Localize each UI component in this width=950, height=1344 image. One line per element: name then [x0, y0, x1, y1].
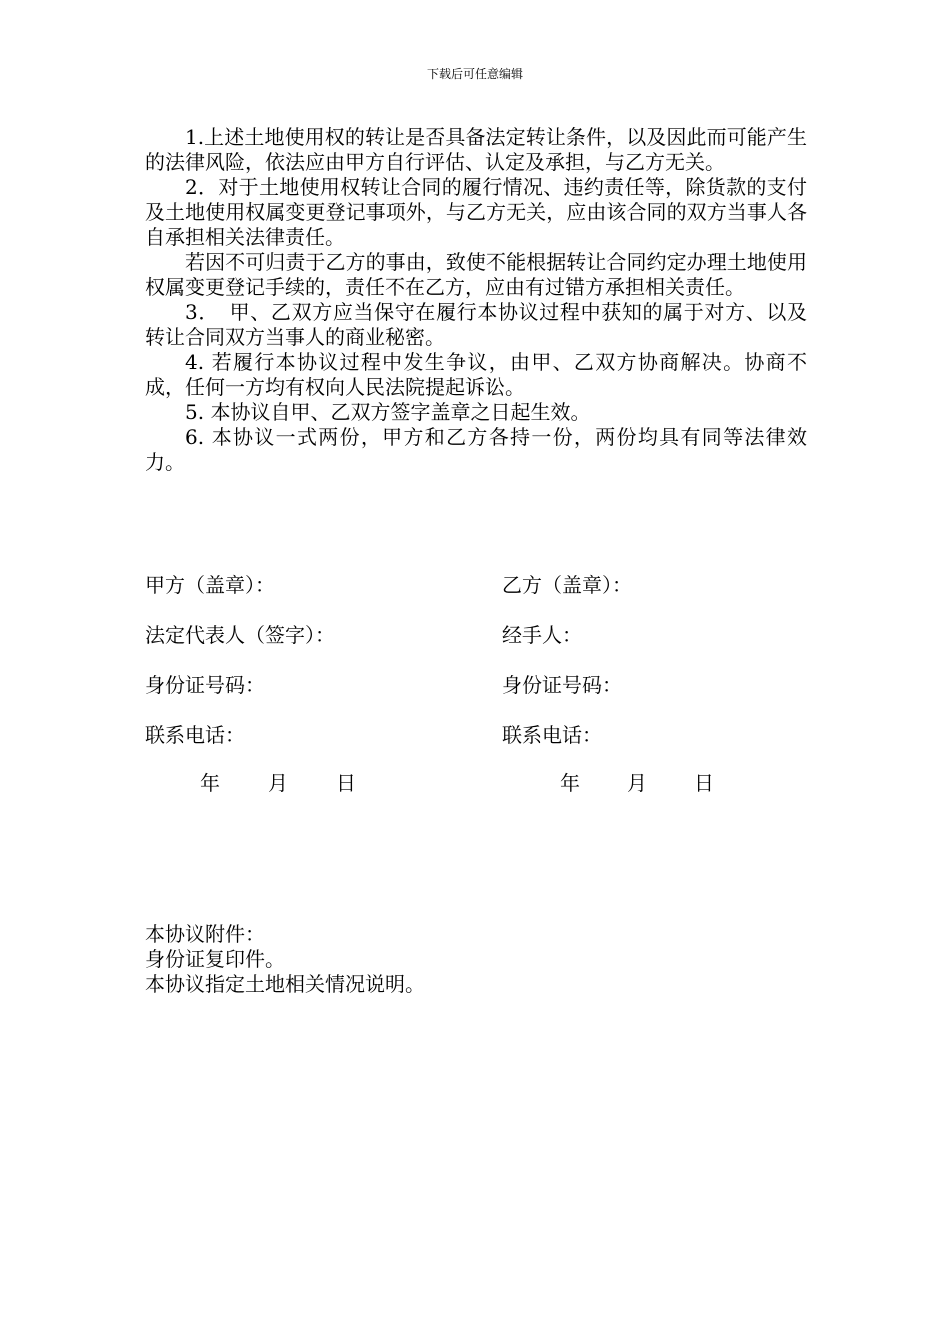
phone-row — [145, 722, 807, 772]
page-header: 下载后可任意编辑 — [426, 67, 523, 81]
party-b-month-label: 月 — [627, 771, 647, 795]
attachments-section — [145, 922, 807, 997]
party-b-year-label: 年 — [560, 771, 580, 795]
party-a-day-label: 日 — [336, 771, 356, 795]
party-b-rep-label: 经手人： — [502, 623, 582, 647]
attachment-item: 本协议指定土地相关情况说明。 — [145, 972, 425, 996]
clause-2: 2．对于土地使用权转让合同的履行情况、违约责任等，除货款的支付及土地使用权属变更登记事项外，与乙方无关，应由该合同的双方当事人各自承担相关法律责任。 — [145, 175, 807, 249]
party-a-id-label: 身份证号码： — [145, 673, 265, 697]
clause-1: 1.上述土地使用权的转让是否具备法定转让条件，以及因此而可能产生的法律风险，依法应由甲方自行评估、认定及承担，与乙方无关。 — [145, 125, 807, 174]
attachment-item: 身份证复印件。 — [145, 947, 285, 971]
party-a-month-label: 月 — [268, 771, 288, 795]
seal-row — [145, 572, 807, 622]
agreement-clauses — [145, 125, 807, 475]
signature-block — [145, 572, 807, 772]
party-b-seal-label: 乙方（盖章）： — [502, 573, 632, 597]
party-b-id-label: 身份证号码： — [502, 673, 622, 697]
representative-row — [145, 622, 807, 672]
party-a-seal-label: 甲方（盖章）： — [145, 573, 275, 597]
party-b-phone-label: 联系电话： — [502, 723, 602, 747]
clause-4: 4. 若履行本协议过程中发生争议，由甲、乙双方协商解决。协商不成，任何一方均有权向人民法院提起诉讼。 — [145, 350, 807, 399]
attachments-title: 本协议附件： — [145, 922, 265, 946]
clause-5: 5. 本协议自甲、乙双方签字盖章之日起生效。 — [185, 400, 591, 424]
clause-6: 6. 本协议一式两份，甲方和乙方各持一份，两份均具有同等法律效力。 — [145, 425, 807, 474]
party-b-day-label: 日 — [694, 771, 714, 795]
clause-2-supplement: 若因不可归责于乙方的事由，致使不能根据转让合同约定办理土地使用权属变更登记手续的，责任不在乙方，应由有过错方承担相关责任。 — [145, 250, 807, 299]
clause-3: 3． 甲、乙双方应当保守在履行本协议过程中获知的属于对方、以及转让合同双方当事人的商业秘密。 — [145, 300, 807, 349]
id-number-row — [145, 672, 807, 722]
party-a-rep-label: 法定代表人（签字）： — [145, 623, 335, 647]
party-a-year-label: 年 — [200, 771, 220, 795]
party-a-phone-label: 联系电话： — [145, 723, 245, 747]
